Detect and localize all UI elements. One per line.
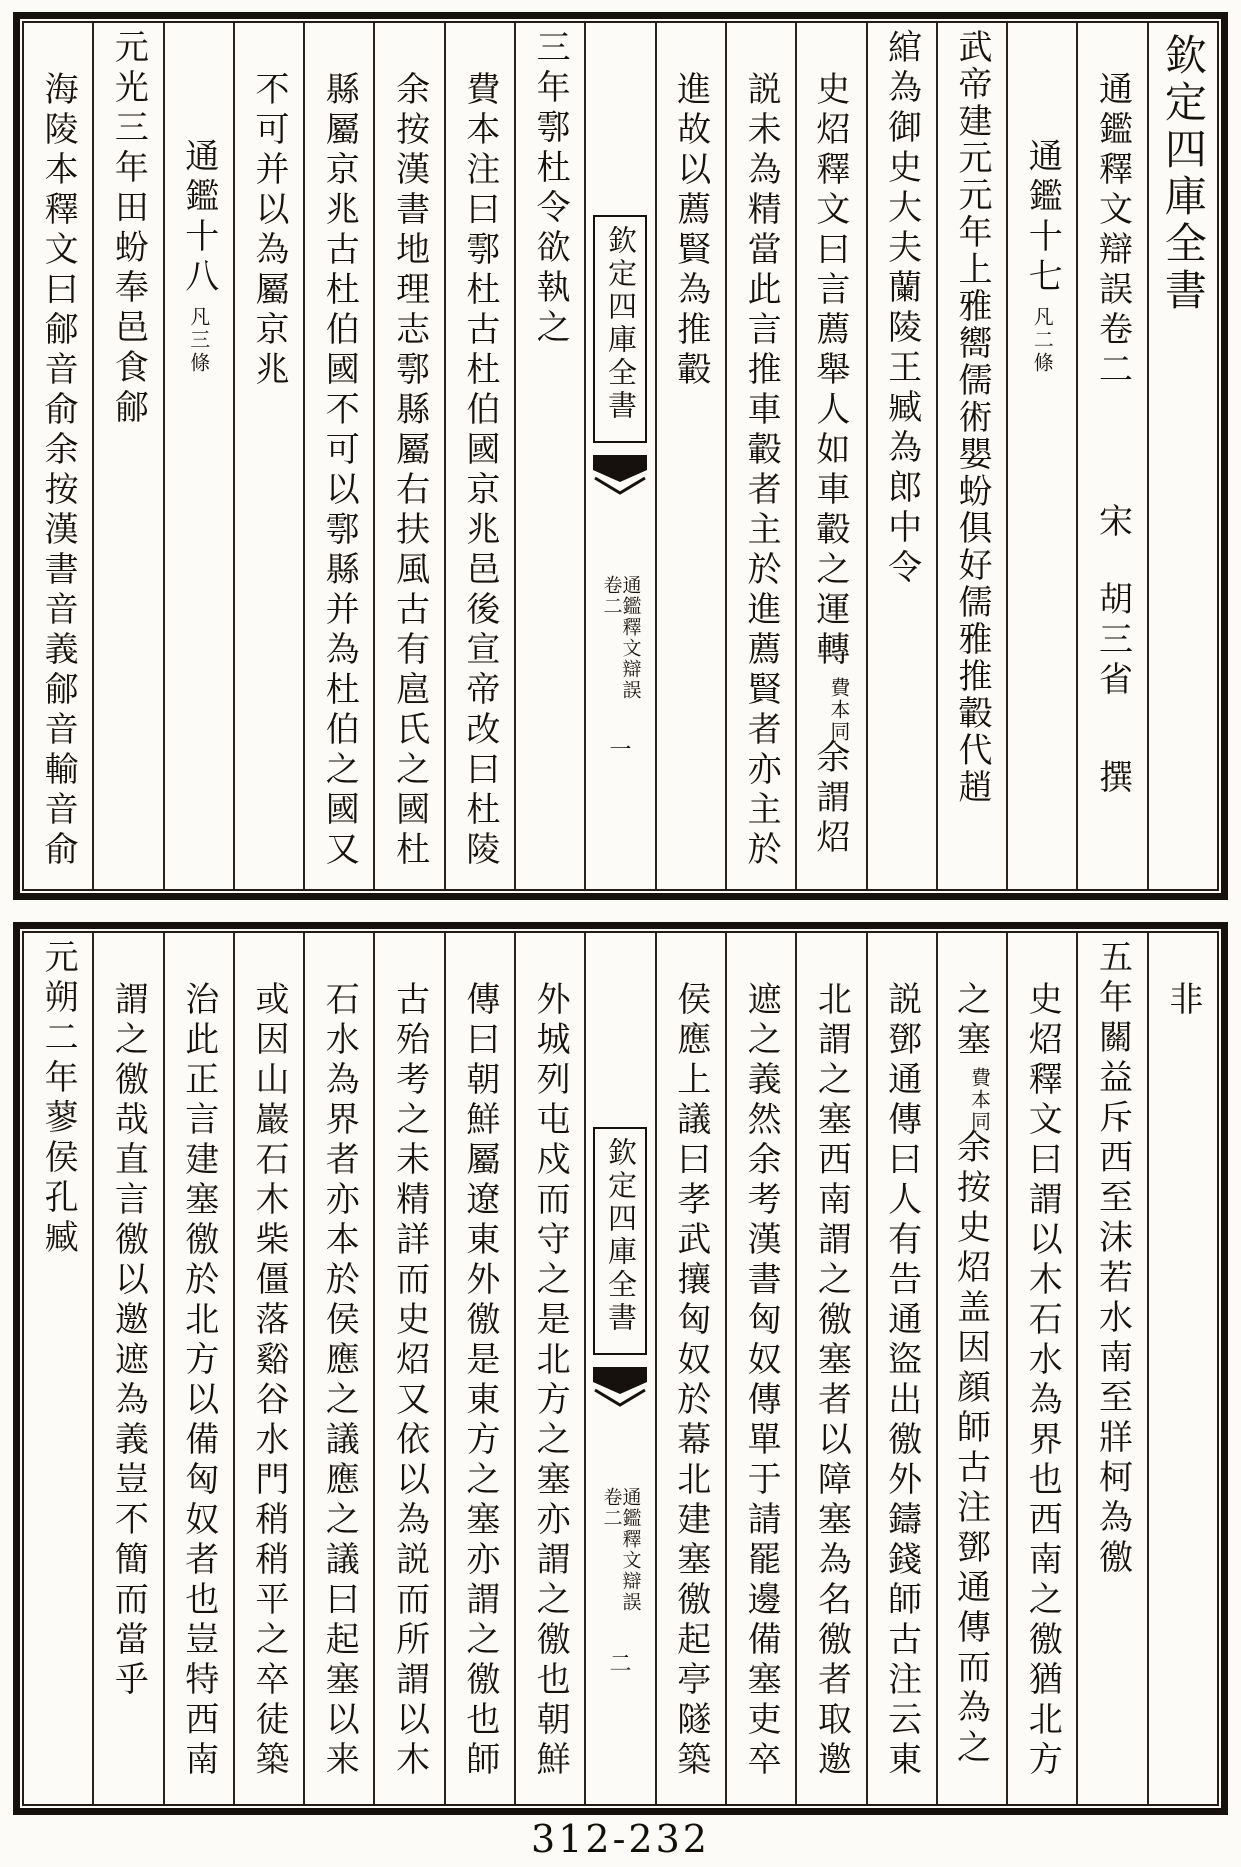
main-text-column xyxy=(94,23,164,889)
main-text: 五年關益斥西至沫若水南至牂柯為徼 xyxy=(1092,939,1133,1579)
commentary-column xyxy=(1008,933,1078,1804)
commentary-column xyxy=(375,23,445,889)
bottom-page-columns xyxy=(22,931,1219,1806)
main-text-column xyxy=(24,933,94,1804)
commentary-column xyxy=(446,23,516,889)
entry-count-note: 凡三條 xyxy=(186,306,211,375)
commentary-text: 北謂之塞西南謂之徼塞者以障塞為名徼者取邀 xyxy=(811,981,852,1781)
top-page-columns xyxy=(22,21,1219,891)
commentary-text: 不可并以為屬京兆 xyxy=(248,71,289,391)
main-text-column xyxy=(868,23,938,889)
spine-series: 通鑑釋文辯誤 xyxy=(619,574,642,701)
commentary-text: 之塞 xyxy=(950,981,991,1061)
collation-note: 費本同 xyxy=(967,1067,992,1133)
folio-number: 312-232 xyxy=(531,1817,710,1861)
main-text: 元朔二年蓼侯孔臧 xyxy=(38,939,79,1259)
author-name: 胡三省 xyxy=(1092,581,1133,701)
main-text: 元光三年田蚡奉邑食鄃 xyxy=(108,29,149,429)
commentary-text: 史炤釋文曰謂以木石水為界也西南之徼猶北方 xyxy=(1022,981,1063,1781)
commentary-column xyxy=(24,23,94,889)
commentary-text: 余按漢書地理志鄠縣屬右扶風古有扈氏之國杜 xyxy=(389,71,430,871)
collation-note: 費本同 xyxy=(826,677,851,743)
commentary-column xyxy=(657,23,727,889)
commentary-column xyxy=(727,23,797,889)
spine-label xyxy=(600,574,642,701)
spine-banner-box xyxy=(593,215,647,443)
entry-count-note: 凡二條 xyxy=(1030,306,1055,375)
commentary-text: 古殆考之未精詳而史炤又依以為説而所謂以木 xyxy=(389,981,430,1781)
commentary-column xyxy=(516,933,586,1804)
section-heading-column xyxy=(165,23,235,889)
commentary-column xyxy=(446,933,516,1804)
section-heading: 通鑑十八 xyxy=(178,138,219,298)
spine-label xyxy=(600,1487,642,1613)
main-text: 三年鄠杜令欲執之 xyxy=(530,29,571,349)
spine-volume: 卷二 xyxy=(600,574,623,617)
commentary-column xyxy=(375,933,445,1804)
leaf-number: 一 xyxy=(609,738,632,764)
main-text-column xyxy=(516,23,586,889)
commentary-text: 史炤釋文曰言薦舉人如車轂之運轉 xyxy=(809,71,850,671)
commentary-column xyxy=(727,933,797,1804)
commentary-text: 治此正言建塞徼於北方以備匈奴者也豈特西南 xyxy=(178,981,219,1781)
commentary-text: 説鄧通傳曰人有告通盜出徼外鑄錢師古注云東 xyxy=(881,981,922,1781)
spine-banner: 欽定四庫全書 xyxy=(603,1137,638,1335)
commentary-text: 遮之義然余考漢書匈奴傳單于請罷邊備塞吏卒 xyxy=(741,981,782,1781)
commentary-column xyxy=(797,933,867,1804)
commentary-text: 石水為界者亦本於侯應之議應之議曰起塞以来 xyxy=(319,981,360,1781)
main-text-column xyxy=(938,23,1008,889)
commentary-column xyxy=(165,933,235,1804)
main-text: 綰為御史大夫蘭陵王臧為郎中令 xyxy=(881,29,922,589)
commentary-column xyxy=(657,933,727,1804)
section-heading-column xyxy=(1008,23,1078,889)
commentary-column xyxy=(868,933,938,1804)
fishtail-ornament-icon xyxy=(592,1367,648,1409)
spine-series: 通鑑釋文辯誤 xyxy=(619,1487,642,1613)
commentary-text: 費本注曰鄠杜古杜伯國京兆邑後宣帝改曰杜陵 xyxy=(459,71,500,871)
commentary-column xyxy=(94,933,164,1804)
section-heading: 通鑑十七 xyxy=(1022,138,1063,298)
margin-mark-column xyxy=(1149,933,1217,1804)
spine-banner: 欽定四庫全書 xyxy=(603,224,638,423)
series-title: 欽定四庫全書 xyxy=(1158,33,1208,315)
author-dynasty: 宋 xyxy=(1092,503,1133,543)
commentary-text: 外城列屯戍而守之是北方之塞亦謂之徼也朝鮮 xyxy=(530,981,571,1781)
commentary-text: 或因山巖石木柴僵落谿谷水門稍稍平之卒徒築 xyxy=(248,981,289,1781)
commentary-column xyxy=(235,23,305,889)
commentary-text: 余謂炤 xyxy=(809,739,850,859)
commentary-text: 侯應上議曰孝武攘匈奴於幕北建塞徼起亭隧築 xyxy=(670,981,711,1781)
commentary-text: 謂之徼哉直言徼以邀遮為義豈不簡而當乎 xyxy=(108,981,149,1701)
author-role: 撰 xyxy=(1092,759,1133,799)
commentary-text: 縣屬京兆古杜伯國不可以鄠縣并為杜伯之國又 xyxy=(319,71,360,871)
margin-mark: 非 xyxy=(1162,981,1203,1021)
main-text: 武帝建元元年上雅嚮儒術嬰蚡俱好儒雅推轂代趙 xyxy=(951,29,992,806)
top-page-frame xyxy=(13,12,1228,900)
bottom-page-frame xyxy=(13,922,1228,1815)
spine-banner-box xyxy=(593,1127,647,1355)
fishtail-ornament-icon xyxy=(592,455,648,497)
commentary-column xyxy=(305,23,375,889)
spine-column xyxy=(586,23,656,889)
main-text-column xyxy=(1078,933,1148,1804)
spine-column xyxy=(586,933,656,1804)
leaf-number: 二 xyxy=(609,1652,632,1678)
commentary-column xyxy=(305,933,375,1804)
commentary-text: 進故以薦賢為推轂 xyxy=(670,71,711,391)
commentary-column xyxy=(235,933,305,1804)
chapter-title-column xyxy=(1078,23,1148,889)
commentary-text: 説未為精當此言推車轂者主於進薦賢者亦主於 xyxy=(741,71,782,871)
commentary-column xyxy=(797,23,867,889)
commentary-text: 余按史炤盖因顔師古注鄧通傳而為之 xyxy=(950,1129,991,1769)
series-title-column xyxy=(1149,23,1217,889)
commentary-text: 海陵本釋文曰鄃音俞余按漢書音義鄃音輸音俞 xyxy=(38,71,79,871)
commentary-text: 傳曰朝鮮屬遼東外徼是東方之塞亦謂之徼也師 xyxy=(459,981,500,1781)
chapter-title: 通鑑釋文辯誤卷二 xyxy=(1092,71,1133,391)
spine-volume: 卷二 xyxy=(600,1487,623,1529)
commentary-column xyxy=(938,933,1008,1804)
